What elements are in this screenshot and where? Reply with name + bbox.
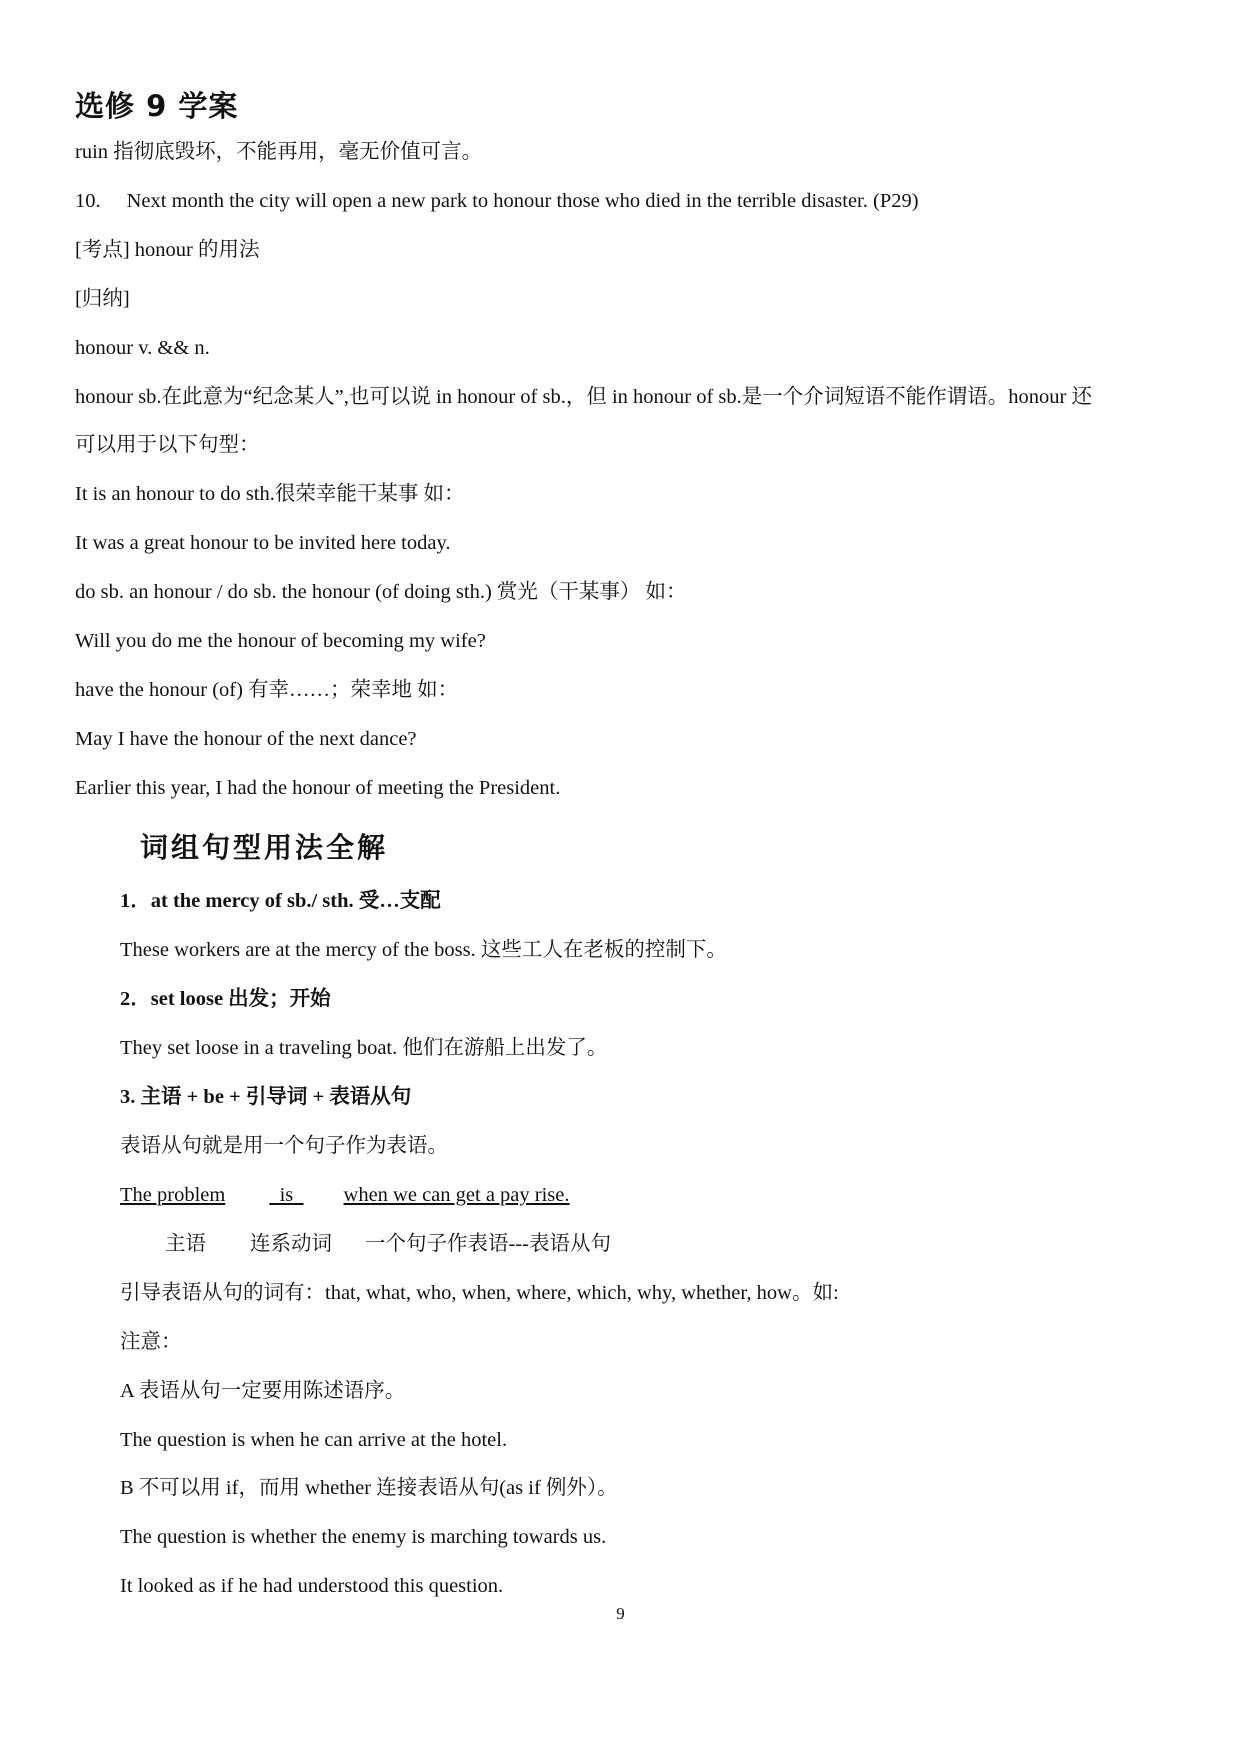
explanation-line-2: 可以用于以下句型： <box>75 434 260 456</box>
example-verb: is <box>279 1184 294 1206</box>
sentence-structure-example <box>120 1181 570 1209</box>
note-title: 注意： <box>120 1331 182 1353</box>
note-b: B 不可以用 if，而用 whether 连接表语从句(as if 例外）。 <box>120 1477 618 1499</box>
note-a: A 表语从句一定要用陈述语序。 <box>120 1380 406 1402</box>
example-clause: when we can get a pay rise. <box>343 1184 570 1206</box>
phrase-1-title: 1．at the mercy of sb./ sth. 受…支配 <box>120 890 441 912</box>
document-title: 选修 9 学案 <box>75 89 239 123</box>
pattern-3: have the honour (of) 有幸……；荣幸地 如： <box>75 679 459 701</box>
pattern-2: do sb. an honour / do sb. the honour (of doing sth.) 赏光（干某事） 如： <box>75 581 687 603</box>
phrase-2-example: They set loose in a traveling boat. 他们在游船上出发了。 <box>120 1037 608 1059</box>
part-of-speech: honour v. && n. <box>75 337 210 359</box>
item-number: 10. <box>75 190 101 212</box>
item-10 <box>75 187 919 215</box>
item-sentence: Next month the city will open a new park to honour those who died in the terrible disaster. (P29) <box>126 190 919 212</box>
example-3a: May I have the honour of the next dance? <box>75 728 417 750</box>
example-1: It was a great honour to be invited here today. <box>75 532 451 554</box>
explanation-line-1: honour sb.在此意为“纪念某人”,也可以说 in honour of sb.，但 in honour of sb.是一个介词短语不能作谓语。honour 还 <box>75 386 1092 408</box>
note-b-example-2: It looked as if he had understood this question. <box>120 1575 504 1597</box>
label-subject: 主语 <box>165 1233 206 1255</box>
pattern-1: It is an honour to do sth.很荣幸能干某事 如： <box>75 483 465 505</box>
label-verb: 连系动词 <box>250 1233 332 1255</box>
label-clause: 一个句子作表语---表语从句 <box>365 1233 611 1255</box>
page-number: 9 <box>616 1604 625 1623</box>
section-heading: 词组句型用法全解 <box>140 831 389 864</box>
phrase-1-example: These workers are at the mercy of the boss. 这些工人在老板的控制下。 <box>120 939 727 961</box>
phrase-3-definition: 表语从句就是用一个句子作为表语。 <box>120 1135 448 1157</box>
note-b-example-1: The question is whether the enemy is marching towards us. <box>120 1526 607 1548</box>
phrase-2-title: 2．set loose 出发；开始 <box>120 988 331 1010</box>
example-2: Will you do me the honour of becoming my wife? <box>75 630 486 652</box>
example-3b: Earlier this year, I had the honour of meeting the President. <box>75 777 561 799</box>
ruin-note: ruin 指彻底毁坏，不能再用，毫无价值可言。 <box>75 141 483 163</box>
connectors-list: 引导表语从句的词有：that, what, who, when, where, which, why, whether, how。如: <box>120 1282 839 1304</box>
note-a-example: The question is when he can arrive at the hotel. <box>120 1429 508 1451</box>
phrase-3-title: 3. 主语 + be + 引导词 + 表语从句 <box>120 1086 412 1108</box>
example-subject: The problem <box>120 1184 226 1206</box>
sentence-structure-labels <box>165 1230 611 1258</box>
guina-label: [归纳] <box>75 288 130 310</box>
kaodian-label: [考点] honour 的用法 <box>75 239 260 261</box>
